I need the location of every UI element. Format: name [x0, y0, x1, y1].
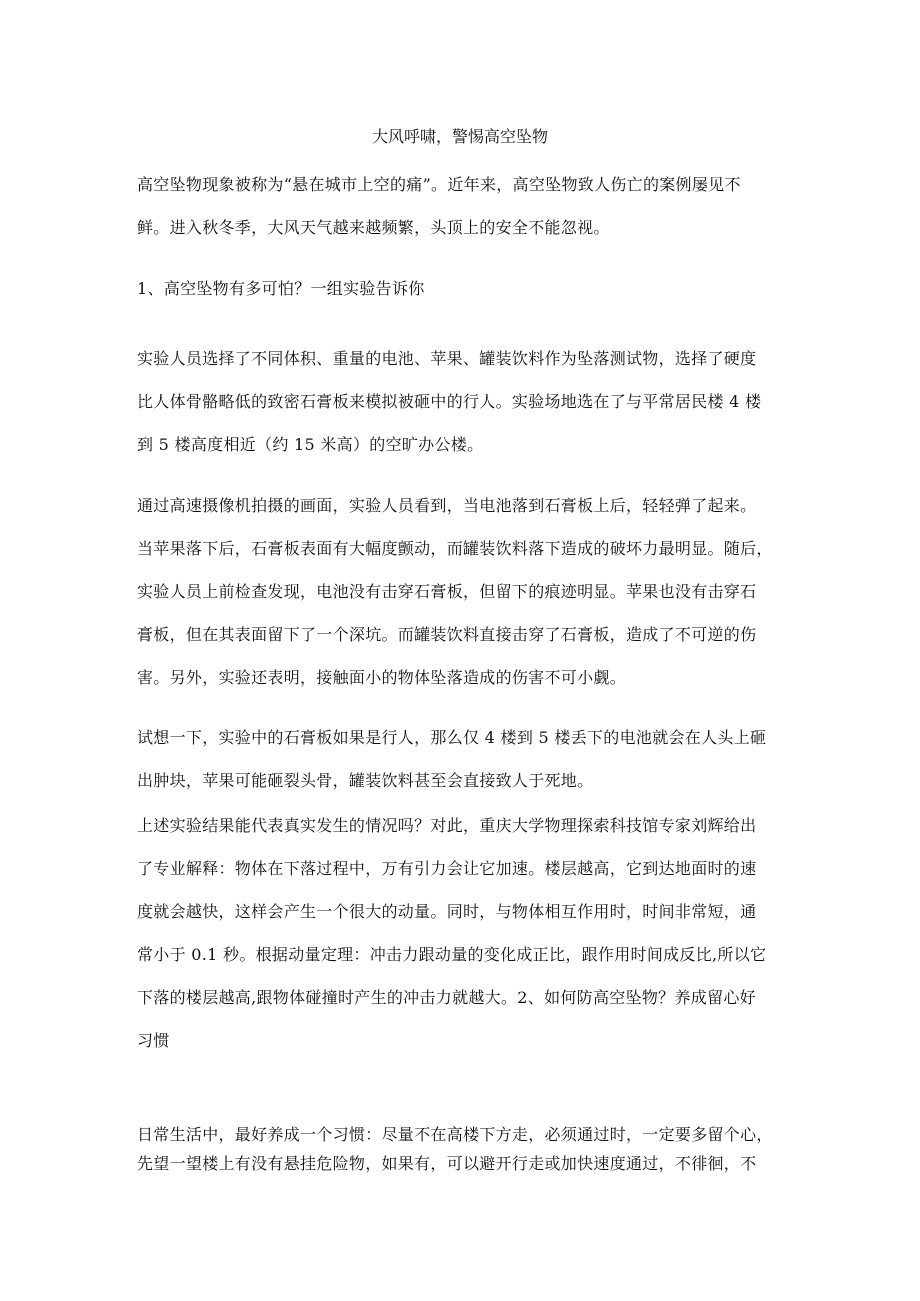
text-line: 高空坠物现象被称为“悬在城市上空的痛”。近年来，高空坠物致人伤亡的案例屡见不	[137, 175, 741, 194]
text-line: 鲜。进入秋冬季，大风天气越来越频繁，头顶上的安全不能忽视。	[137, 218, 610, 237]
document-title: 大风呼啸，警惕高空坠物	[371, 127, 548, 146]
text-line: 先望一望楼上有没有悬挂危险物，如果有，可以避开行走或加快速度通过，不徘徊，不	[137, 1154, 757, 1173]
paragraph-expert-explanation	[137, 804, 797, 1062]
text-line: 害。另外，实验还表明，接触面小的物体坠落造成的伤害不可小觑。	[137, 668, 627, 687]
text-line: 实验人员选择了不同体积、重量的电池、苹果、罐装饮料作为坠落测试物，选择了硬度	[137, 349, 757, 368]
text-line: 通过高速摄像机拍摄的画面，实验人员看到，当电池落到石膏板上后，轻轻弹了起来。	[137, 496, 757, 515]
paragraph-experiment-setup	[137, 337, 797, 466]
paragraph-daily-habits	[137, 1120, 797, 1178]
section-heading-1	[137, 267, 797, 310]
text-line: 习惯	[137, 1031, 170, 1050]
text-line: 比人体骨骼略低的致密石膏板来模拟被砸中的行人。实验场地选在了与平常居民楼 4 楼	[137, 392, 762, 411]
text-line: 上述实验结果能代表真实发生的情况吗？对此，重庆大学物理探索科技馆专家刘辉给出	[137, 816, 757, 835]
text-line: 膏板，但在其表面留下了一个深坑。而罐装饮料直接击穿了石膏板，造成了不可逆的伤	[137, 625, 757, 644]
text-line: 下落的楼层越高,跟物体碰撞时产生的冲击力就越大。2、如何防高空坠物？养成留心好	[137, 988, 756, 1007]
text-line: 试想一下，实验中的石膏板如果是行人，那么仅 4 楼到 5 楼丢下的电池就会在人头上砸	[137, 728, 767, 747]
text-line: 当苹果落下后，石膏板表面有大幅度颤动，而罐装饮料落下造成的破坏力最明显。随后，	[137, 539, 773, 558]
section-heading-text: 1、高空坠物有多可怕？一组实验告诉你	[137, 279, 425, 298]
paragraph-imagine	[137, 716, 797, 802]
text-line: 到 5 楼高度相近（约 15 米高）的空旷办公楼。	[137, 435, 484, 454]
text-line: 度就会越快，这样会产生一个很大的动量。同时，与物体相互作用时，时间非常短，通	[137, 902, 757, 921]
text-line: 常小于 0.1 秒。根据动量定理：冲击力跟动量的变化成正比，跟作用时间成反比,所以它	[137, 945, 767, 964]
text-line: 日常生活中，最好养成一个习惯：尽量不在高楼下方走，必须通过时，一定要多留个心，	[137, 1125, 773, 1144]
text-line: 了专业解释：物体在下落过程中，万有引力会让它加速。楼层越高，它到达地面时的速	[137, 859, 757, 878]
text-line: 出肿块，苹果可能砸裂头骨，罐装饮料甚至会直接致人于死地。	[137, 771, 594, 790]
text-line: 实验人员上前检查发现，电池没有击穿石膏板，但留下的痕迹明显。苹果也没有击穿石	[137, 582, 757, 601]
paragraph-experiment-results	[137, 484, 797, 699]
intro-paragraph	[137, 163, 797, 249]
